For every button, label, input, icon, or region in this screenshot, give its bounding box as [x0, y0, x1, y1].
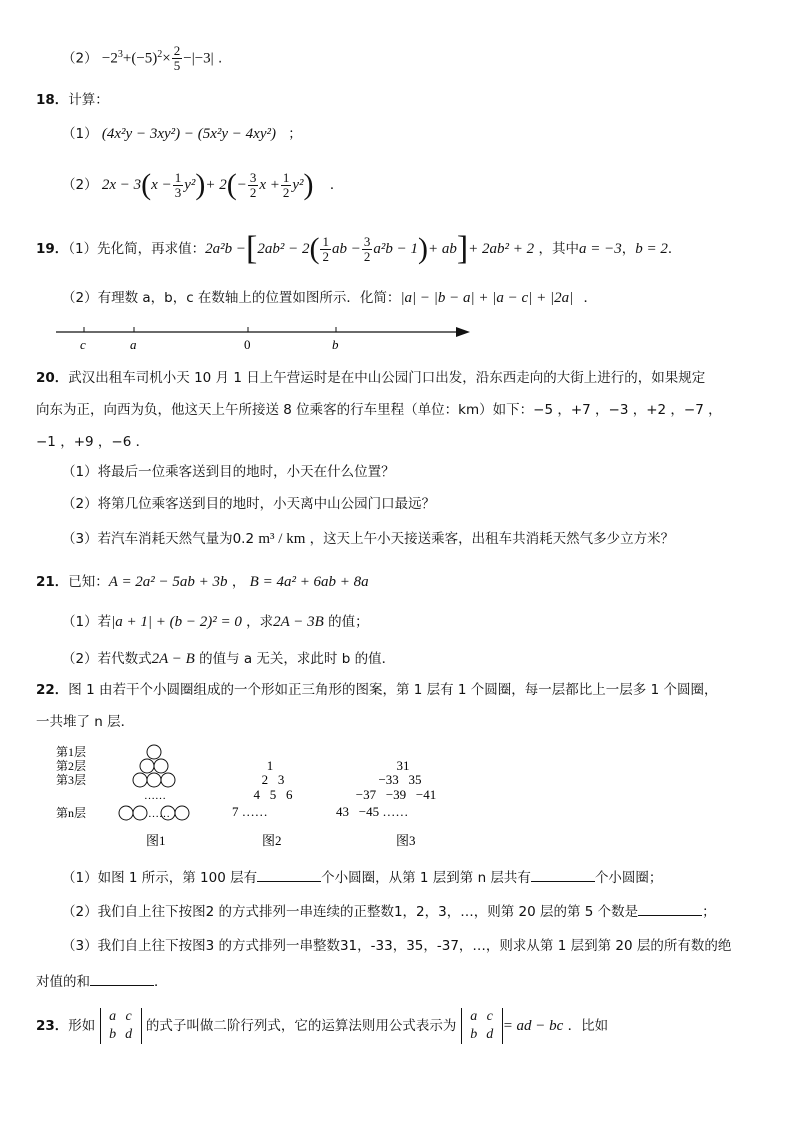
fig1-dots: ……	[144, 790, 166, 802]
expr: 2a²b −	[205, 241, 247, 257]
circle-mark	[147, 745, 161, 759]
q17-expr: −|−3|	[183, 50, 214, 67]
text: ．比如	[567, 1018, 609, 1034]
q20-line2	[36, 398, 722, 418]
expr-B: B = 4a² + 6ab + 8a	[249, 574, 369, 590]
fig1-layer-label: 第1层	[56, 745, 87, 759]
text: 武汉出租车司机小天 10 月 1 日上午营运时是在中山公园门口出发，沿东西走向的大街上进行的，如果规定	[68, 370, 706, 386]
question-title: 计算：	[68, 92, 109, 108]
det-entry: b	[109, 1027, 117, 1042]
text: 对值的和	[36, 974, 90, 990]
text: （2）我们自上往下按图2 的方式排列一串连续的正整数1，2，3，…，则第 20 层的第 5 个数是	[62, 904, 639, 920]
q22-s3-cont	[36, 970, 168, 990]
frac-num: 2	[173, 43, 181, 58]
frac-den: 3	[174, 184, 182, 200]
text: 个小圆圈，从第 1 层到第 n 层共有	[321, 870, 531, 886]
text: 形如	[68, 1018, 96, 1034]
det-entry: b	[470, 1027, 478, 1042]
fig2-row: 7 ……	[232, 804, 268, 819]
expr: 2A − B	[151, 651, 195, 667]
expr: |a| − |b − a| + |a − c| + |2a|	[400, 290, 574, 306]
answer-blank[interactable]	[531, 867, 595, 882]
expr: |a + 1| + (b − 2)² = 0	[111, 614, 242, 630]
circle-mark	[119, 806, 133, 820]
text: −1 ，+9 ，−6 ．	[36, 434, 150, 450]
question-number: 22．	[36, 682, 69, 698]
text: ．	[154, 974, 168, 990]
punct: ，	[231, 574, 246, 590]
q20-s2	[62, 492, 435, 512]
circle-mark	[154, 759, 168, 773]
q21-s2	[62, 647, 395, 668]
expr: −	[236, 177, 247, 193]
expr: b = 2	[635, 241, 668, 257]
question-number: 18．	[36, 92, 69, 108]
text: ；	[702, 904, 716, 920]
q18-expr1: (4x²y − 3xy²) − (5x²y − 4xy²)	[101, 126, 276, 142]
circle-mark	[147, 773, 161, 787]
frac-num: 1	[282, 169, 290, 185]
fig2-row: 4 5 6	[253, 787, 293, 802]
q20-s1	[62, 460, 395, 480]
answer-blank[interactable]	[257, 867, 321, 882]
question-number: 20．	[36, 370, 69, 386]
fraction	[281, 171, 292, 200]
frac-den: 2	[322, 248, 329, 264]
text: 的式子叫做二阶行列式，它的运算法则用公式表示为	[145, 1018, 457, 1034]
q20-line1	[36, 366, 705, 386]
text: ，其中	[538, 241, 579, 257]
determinant	[100, 1008, 142, 1044]
q18-heading	[36, 88, 109, 108]
text: （2）若代数式	[62, 651, 152, 667]
q19-part1: 19．（1）先化简，再求值：2a²b −[2ab² − 2( $\frac{1}{2}$ ab − $\frac{3}{2}$ a²b − 1)+ ab]+ 2ab² + 2 ，其中a = −3，b = 2．	[36, 230, 682, 267]
fig2-row: 2 3	[261, 772, 285, 787]
q22-line1	[36, 678, 717, 698]
expr: x −	[151, 177, 172, 193]
fig3-row: −37 −39 −41	[355, 787, 437, 802]
q21-s1	[62, 610, 369, 631]
det-entry: a	[109, 1009, 117, 1024]
fraction	[320, 235, 331, 264]
text: （2）将第几位乘客送到目的地时，小天离中山公园门口最远？	[62, 496, 436, 512]
circle-mark	[133, 773, 147, 787]
question-number: 23．	[36, 1018, 69, 1034]
punct: ；	[288, 126, 302, 142]
q21-known	[36, 570, 369, 591]
punct: ．	[667, 241, 682, 257]
punct: .	[217, 50, 223, 67]
fig3-row: 31	[396, 758, 410, 773]
expr: + ab	[427, 241, 457, 257]
axis-label-b: b	[332, 337, 339, 352]
fig1-layer-label: 第2层	[56, 759, 87, 773]
q22-s3	[62, 934, 731, 954]
frac-num: 1	[322, 233, 329, 249]
determinant	[461, 1008, 503, 1044]
text: 的值与 a 无关，求此时 b 的值．	[199, 651, 396, 667]
fig1-caption: 图1	[146, 833, 166, 848]
text: 的值；	[328, 614, 369, 630]
punct: ，	[621, 241, 636, 257]
fig2-caption: 图2	[262, 833, 282, 848]
expr: 2A − 3B	[273, 614, 324, 630]
q19-text: （1）先化简，再求值：	[68, 241, 206, 257]
expr: a = −3	[578, 241, 622, 257]
fraction	[248, 171, 259, 200]
text: （1）若	[62, 614, 112, 630]
number-line	[50, 318, 480, 354]
q22-figures	[50, 740, 470, 852]
question-number: 21．	[36, 574, 69, 590]
expr: a²b − 1	[373, 241, 418, 257]
answer-blank[interactable]	[90, 971, 154, 986]
q18-part1	[62, 122, 302, 143]
q18-part2: （2） 2x − 3(x − $\frac{1}{3}$ y²)+ 2(− $\frac{3}{2}$ x + $\frac{1}{2}$ y²) ．	[62, 168, 344, 201]
text: 图 1 由若干个小圆圈组成的一个形如正三角形的图案，第 1 层有 1 个圆圈，每一层都比上一层多 1 个圆圈，	[68, 682, 718, 698]
fig3-caption: 图3	[396, 833, 416, 848]
axis-label-0: 0	[244, 337, 251, 352]
frac-den: 2	[249, 184, 257, 200]
axis-label-c: c	[80, 337, 86, 352]
q20-line3	[36, 430, 149, 450]
frac-num: 1	[174, 169, 182, 185]
q22-line2	[36, 710, 134, 730]
expr-A: A = 2a² − 5ab + 3b	[108, 574, 228, 590]
expr: + 2ab² + 2	[468, 241, 535, 257]
q17-part2-label: （2）	[62, 50, 98, 67]
text: ，这天上午小天接送乘客，出租车共消耗天然气多少立方米？	[309, 531, 675, 547]
expr: 2ab² − 2	[257, 241, 310, 257]
punct: ．	[329, 177, 344, 193]
q17-exp: 3	[117, 49, 123, 60]
q17-exp: 2	[157, 49, 163, 60]
expr: + 2	[205, 177, 227, 193]
expr: = ad − bc	[502, 1018, 564, 1034]
circle-mark	[133, 806, 147, 820]
fig1-layer-label: 第n层	[56, 806, 87, 820]
q23	[36, 1008, 608, 1044]
expr: 2x − 3	[101, 177, 142, 193]
expr: y²	[184, 177, 196, 193]
det-entry: c	[486, 1009, 493, 1024]
q22-s1	[62, 866, 662, 886]
q17-expr: −2	[101, 50, 118, 67]
text: 个小圆圈；	[594, 870, 663, 886]
part-label: （2）	[62, 177, 98, 193]
axis-label-a: a	[130, 337, 137, 352]
punct: ．	[583, 290, 597, 306]
circle-mark	[140, 759, 154, 773]
unit: m³ / km	[258, 531, 306, 547]
fig1-dots: ……	[148, 808, 170, 820]
question-number: 19．	[36, 241, 69, 257]
frac-num: 3	[363, 233, 371, 249]
text: 已知：	[68, 574, 109, 590]
circle-mark	[175, 806, 189, 820]
axis-arrow	[456, 327, 470, 337]
det-entry: a	[470, 1009, 478, 1024]
q17-part2	[62, 44, 222, 73]
text: 一共堆了 n 层．	[36, 714, 135, 730]
fig3-row: 43 −45 ……	[336, 804, 409, 819]
q17-fraction	[172, 44, 183, 73]
text: （1）如图 1 所示，第 100 层有	[62, 870, 258, 886]
det-entry: c	[125, 1009, 132, 1024]
frac-den: 5	[173, 58, 181, 73]
text: 向东为正，向西为负，他这天上午所接送 8 位乘客的行车里程（单位：km）如下：−5 ，+7 ，−3 ，+2 ，−7 ，	[36, 402, 722, 418]
fig3-row: −33 35	[378, 772, 422, 787]
fraction	[362, 235, 373, 264]
frac-num: 3	[249, 169, 257, 185]
fraction	[173, 171, 184, 200]
q17-expr: +(−5)	[122, 50, 158, 67]
q17-times: ×	[162, 50, 171, 67]
q20-s3	[62, 527, 674, 548]
text: （3）我们自上往下按图3 的方式排列一串整数31，-33，35，-37，…，则求从第 1 层到第 20 层的所有数的绝	[62, 938, 732, 954]
expr: ab −	[331, 241, 361, 257]
circle-mark	[161, 773, 175, 787]
det-entry: d	[486, 1027, 494, 1042]
expr: y²	[292, 177, 304, 193]
text: （1）将最后一位乘客送到目的地时，小天在什么位置？	[62, 464, 395, 480]
fig1-layer-label: 第3层	[56, 773, 87, 787]
text: （3）若汽车消耗天然气量为0.2	[62, 531, 255, 547]
frac-den: 2	[363, 248, 371, 264]
q19-text: （2）有理数 a，b，c 在数轴上的位置如图所示．化简：	[62, 290, 401, 306]
part-label: （1）	[62, 126, 98, 142]
answer-blank[interactable]	[638, 901, 702, 916]
fig2-row: 1	[266, 758, 274, 773]
expr: x +	[259, 177, 280, 193]
det-entry: d	[125, 1027, 133, 1042]
q22-s2	[62, 900, 716, 920]
frac-den: 2	[282, 184, 290, 200]
text: ，求	[246, 614, 274, 630]
q19-part2	[62, 286, 597, 307]
